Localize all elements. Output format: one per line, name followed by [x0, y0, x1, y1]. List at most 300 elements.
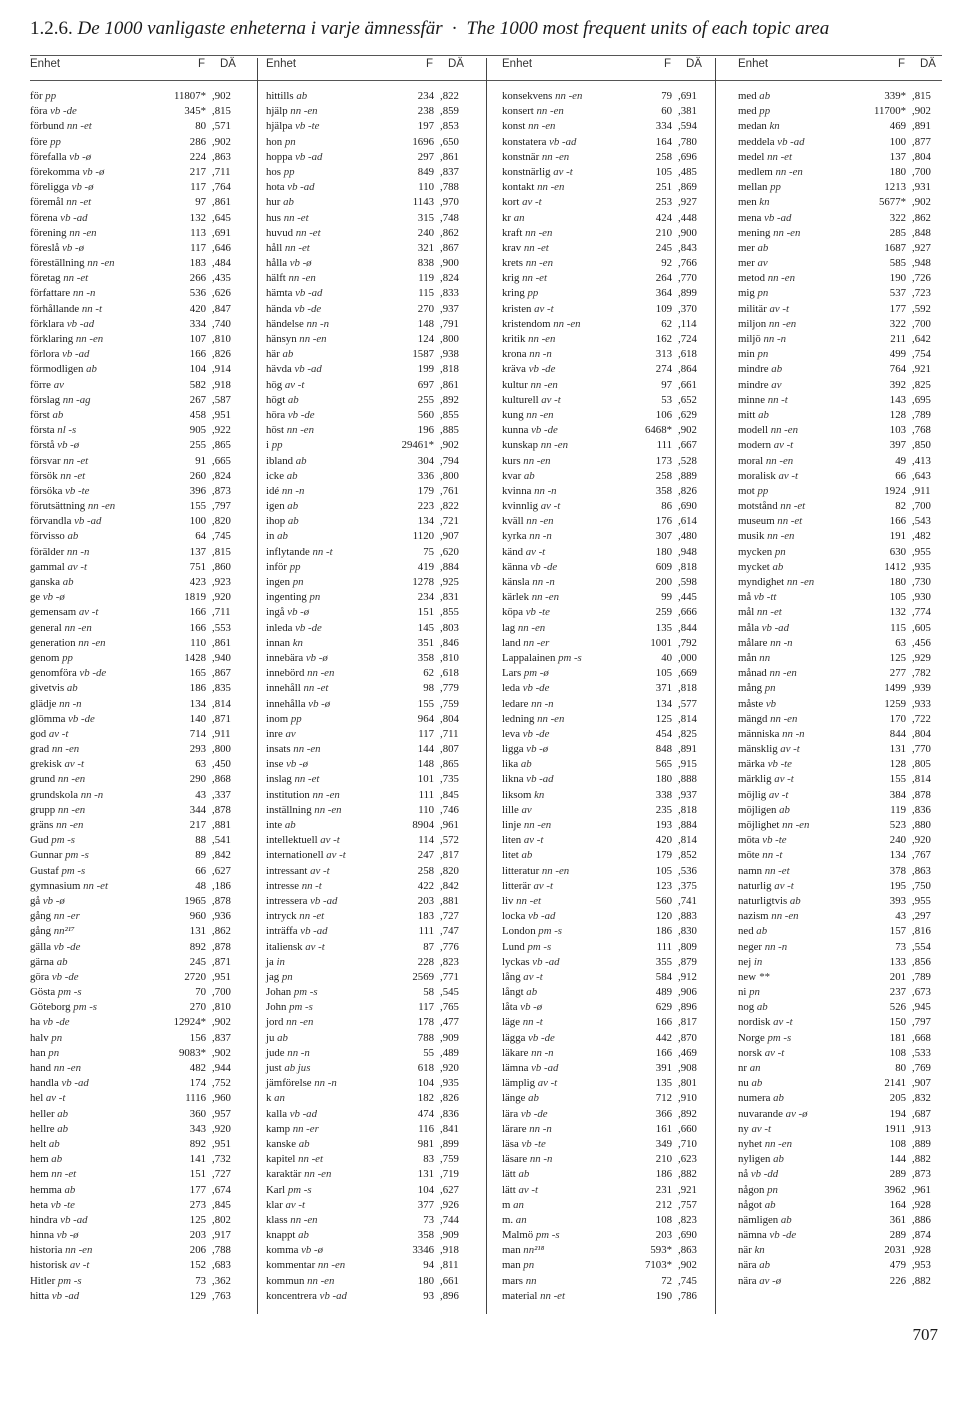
word-class-tag: pm -ø — [523, 667, 549, 680]
table-row — [502, 256, 717, 271]
word-class-tag: nn -n — [770, 636, 793, 649]
frequency-value: 849 — [417, 165, 434, 178]
dispersion-value: ,910 — [678, 1092, 697, 1105]
table-row — [738, 803, 953, 818]
dispersion-value: ,878 — [212, 803, 231, 816]
table-row — [738, 727, 953, 742]
table-row — [30, 864, 245, 879]
unit-entry: läsare nn -n — [502, 1153, 553, 1166]
dispersion-value: ,863 — [678, 1244, 697, 1257]
word-class-tag: pp — [290, 712, 302, 725]
table-row — [502, 848, 717, 863]
dispersion-value: ,902 — [212, 1016, 231, 1029]
table-row — [266, 879, 481, 894]
word-class-tag: nn -en — [75, 333, 104, 345]
word-class-tag: nn — [759, 651, 771, 664]
table-row — [738, 1091, 953, 1106]
frequency-value: 104 — [189, 363, 206, 376]
word-class-tag: av -t — [518, 1183, 538, 1196]
dispersion-value: ,484 — [212, 257, 231, 270]
word-class-tag: ab — [528, 1092, 539, 1105]
header-dispersion: DÄ — [686, 58, 702, 70]
table-row — [738, 651, 953, 666]
table-row — [30, 788, 245, 803]
unit-entry: Lappalainen pm -s — [502, 651, 582, 664]
frequency-value: 536 — [189, 287, 206, 300]
word-class-tag: vb -de — [530, 560, 558, 573]
frequency-value: 201 — [889, 970, 906, 983]
dispersion-value: ,754 — [912, 348, 931, 361]
frequency-value: 247 — [417, 849, 434, 862]
frequency-value: 322 — [889, 211, 906, 224]
word-class-tag: vb -ø — [82, 165, 105, 178]
table-row — [738, 302, 953, 317]
frequency-value: 203 — [655, 1229, 672, 1242]
unit-entry: glömma vb -de — [30, 712, 95, 725]
unit-entry: liten av -t — [502, 834, 544, 847]
frequency-value: 420 — [189, 302, 206, 315]
unit-entry: hem ab — [30, 1153, 63, 1166]
dispersion-value: ,915 — [678, 758, 697, 771]
word-class-tag: pp — [527, 287, 539, 300]
word-class-tag: av -t — [764, 1046, 785, 1059]
unit-entry: först ab — [30, 408, 64, 421]
dispersion-value: ,945 — [912, 1001, 931, 1014]
dispersion-value: ,614 — [678, 515, 697, 528]
frequency-value: 1213 — [884, 181, 906, 194]
dispersion-value: ,448 — [678, 211, 697, 224]
word-class-tag: nn -en — [541, 864, 570, 877]
word-class-tag: av — [757, 257, 768, 270]
dispersion-value: ,724 — [678, 333, 697, 345]
dispersion-value: ,902 — [212, 1046, 231, 1059]
word-class-tag: av -t — [523, 970, 543, 983]
table-row — [30, 575, 245, 590]
table-row — [266, 848, 481, 863]
word-class-tag: ab — [751, 1077, 763, 1090]
dispersion-value: ,880 — [912, 819, 931, 831]
unit-entry: motstånd nn -et — [738, 500, 806, 513]
table-row — [502, 499, 717, 514]
frequency-value: 1587 — [412, 348, 434, 361]
table-row — [502, 742, 717, 757]
frequency-value: 1499 — [884, 682, 906, 695]
word-class-tag: nn -en — [531, 591, 559, 604]
dispersion-value: ,744 — [440, 1213, 459, 1226]
frequency-value: 960 — [189, 910, 206, 923]
frequency-value: 1428 — [184, 651, 206, 664]
unit-entry: kunna vb -de — [502, 424, 558, 437]
word-class-tag: nn -en — [69, 226, 97, 239]
dispersion-value: ,908 — [678, 1062, 697, 1074]
dispersion-value: ,186 — [212, 879, 231, 892]
table-row — [502, 1091, 717, 1106]
table-row — [266, 560, 481, 575]
table-row — [30, 423, 245, 438]
title-separator: · — [451, 18, 458, 39]
unit-entry: kontakt nn -en — [502, 181, 565, 194]
dispersion-value: ,745 — [678, 1274, 697, 1287]
table-row — [30, 1122, 245, 1137]
table-row — [266, 529, 481, 544]
dispersion-value: ,807 — [440, 743, 459, 756]
frequency-value: 117 — [418, 727, 434, 740]
unit-entry: hellre ab — [30, 1122, 69, 1135]
frequency-value: 190 — [655, 1289, 672, 1302]
word-class-tag: nn -en — [767, 272, 795, 285]
dispersion-value: ,822 — [440, 500, 459, 513]
table-row — [738, 1152, 953, 1167]
unit-entry: ledare nn -n — [502, 697, 554, 710]
unit-entry: grad nn -en — [30, 743, 80, 756]
unit-entry: litteratur nn -en — [502, 864, 570, 877]
table-row — [502, 1046, 717, 1061]
table-row — [502, 119, 717, 134]
word-class-tag: pp — [757, 484, 769, 497]
table-row — [738, 955, 953, 970]
frequency-value: 164 — [655, 135, 672, 148]
frequency-value: 110 — [418, 803, 434, 816]
frequency-value: 199 — [417, 363, 434, 376]
word-class-tag: nn -en — [555, 90, 583, 102]
table-row — [502, 104, 717, 119]
dispersion-value: ,605 — [912, 621, 931, 634]
word-class-tag: av -ø — [785, 1107, 808, 1120]
unit-entry: miljö nn -n — [738, 333, 786, 345]
word-class-tag: pp — [289, 560, 301, 573]
dispersion-value: ,833 — [440, 287, 459, 300]
table-row — [30, 362, 245, 377]
table-row — [502, 378, 717, 393]
unit-entry: land nn -er — [502, 636, 550, 649]
frequency-value: 351 — [417, 636, 434, 649]
frequency-value: 148 — [417, 317, 434, 330]
table-row — [266, 970, 481, 985]
unit-entry: mer av — [738, 257, 768, 270]
dispersion-value: ,700 — [212, 986, 231, 999]
frequency-value: 231 — [655, 1183, 672, 1196]
dispersion-value: ,665 — [212, 454, 231, 467]
dispersion-value: ,862 — [912, 211, 931, 224]
unit-entry: möte nn -t — [738, 849, 783, 862]
dispersion-value: ,896 — [678, 1001, 697, 1014]
frequency-value: 240 — [417, 226, 434, 239]
table-row — [502, 1000, 717, 1015]
frequency-value: 156 — [189, 1031, 206, 1044]
table-row — [30, 1289, 245, 1304]
unit-entry: länge ab — [502, 1092, 539, 1105]
word-class-tag: vb -ø — [286, 758, 308, 771]
unit-entry: hus nn -et — [266, 211, 309, 224]
frequency-value: 180 — [889, 165, 906, 178]
unit-entry: in ab — [266, 530, 288, 543]
frequency-value: 2720 — [184, 970, 206, 983]
dispersion-value: ,541 — [212, 834, 231, 847]
header-top-rule — [30, 55, 942, 56]
table-row — [502, 712, 717, 727]
word-class-tag: av -t — [773, 1016, 793, 1029]
word-class-tag: nn -n — [531, 697, 554, 710]
frequency-value: 140 — [189, 712, 206, 725]
frequency-value: 304 — [417, 454, 434, 467]
unit-entry: försök nn -et — [30, 469, 86, 482]
dispersion-value: ,802 — [212, 1213, 231, 1226]
frequency-value: 132 — [189, 211, 206, 224]
dispersion-value: ,920 — [440, 1062, 459, 1074]
table-row — [266, 727, 481, 742]
unit-entry: nej in — [738, 955, 763, 968]
dispersion-value: ,814 — [212, 697, 231, 710]
unit-entry: känd av -t — [502, 545, 546, 558]
unit-entry: gärna ab — [30, 955, 68, 968]
dispersion-value: ,747 — [440, 925, 459, 938]
word-class-tag: vb -ad — [51, 1289, 80, 1302]
table-row — [30, 302, 245, 317]
dispersion-value: ,848 — [912, 226, 931, 239]
word-class-tag: av -t — [523, 834, 544, 847]
unit-entry: föreslå vb -ø — [30, 241, 84, 254]
unit-entry: moralisk av -t — [738, 469, 798, 482]
frequency-value: 1687 — [884, 241, 906, 254]
table-row — [266, 621, 481, 636]
table-row — [266, 575, 481, 590]
frequency-value: 273 — [189, 1198, 206, 1211]
word-class-tag: pn — [764, 682, 776, 695]
unit-entry: grundskola nn -n — [30, 788, 104, 801]
word-class-tag: nn -en — [299, 333, 327, 345]
word-class-tag: nn -et — [764, 864, 790, 877]
frequency-value: 97 — [195, 196, 206, 209]
dispersion-value: ,818 — [440, 363, 459, 376]
table-row — [266, 317, 481, 332]
unit-entry: mänsklig av -t — [738, 743, 800, 756]
dispersion-value: ,856 — [912, 955, 931, 968]
word-class-tag: vb -te — [521, 1137, 546, 1150]
dispersion-value: ,935 — [912, 560, 931, 573]
unit-entry: musik nn -en — [738, 530, 795, 543]
unit-entry: kritik nn -en — [502, 333, 556, 345]
unit-entry: kultur nn -en — [502, 378, 558, 391]
frequency-value: 62 — [661, 317, 672, 330]
dispersion-value: ,413 — [912, 454, 931, 467]
table-row — [30, 393, 245, 408]
dispersion-value: ,930 — [912, 591, 931, 604]
dispersion-value: ,931 — [912, 181, 931, 194]
unit-entry: läsa vb -te — [502, 1137, 546, 1150]
frequency-value: 157 — [889, 925, 906, 938]
frequency-value: 1696 — [412, 135, 434, 148]
unit-entry: ledning nn -en — [502, 712, 565, 725]
frequency-value: 366 — [655, 1107, 672, 1120]
dispersion-value: ,768 — [912, 424, 931, 437]
frequency-value: 48 — [195, 879, 206, 892]
table-row — [738, 742, 953, 757]
word-class-tag: ab — [282, 348, 294, 361]
unit-entry: märklig av -t — [738, 773, 794, 786]
unit-entry: kurs nn -en — [502, 454, 551, 467]
word-class-tag: vb -de — [68, 712, 95, 725]
dispersion-value: ,723 — [912, 287, 931, 300]
dispersion-value: ,000 — [678, 651, 697, 664]
dispersion-value: ,824 — [212, 469, 231, 482]
frequency-value: 179 — [655, 849, 672, 862]
frequency-value: 29461* — [401, 439, 434, 452]
word-class-tag: vb -de — [769, 1229, 797, 1242]
frequency-value: 80 — [195, 120, 206, 133]
frequency-value: 180 — [889, 576, 906, 588]
dispersion-value: ,843 — [678, 241, 697, 254]
frequency-value: 289 — [889, 1229, 906, 1242]
table-row — [266, 909, 481, 924]
word-class-tag: av -t — [78, 606, 99, 619]
frequency-value: 2141 — [884, 1077, 906, 1090]
word-class-tag: av -t — [533, 879, 553, 892]
word-class-tag: nn -n — [532, 576, 555, 588]
unit-entry: minne nn -t — [738, 393, 788, 406]
word-class-tag: ab — [296, 90, 308, 102]
unit-entry: hon pn — [266, 135, 296, 148]
table-row — [502, 590, 717, 605]
dispersion-value: ,850 — [912, 439, 931, 452]
word-class-tag: av -t — [778, 469, 798, 482]
dispersion-value: ,789 — [912, 408, 931, 421]
dispersion-value: ,842 — [212, 849, 231, 862]
frequency-value: 892 — [189, 1137, 206, 1150]
unit-entry: konsert nn -en — [502, 105, 564, 118]
unit-entry: förvandla vb -ad — [30, 515, 102, 528]
unit-entry: målare nn -n — [738, 636, 793, 649]
dispersion-value: ,868 — [212, 773, 231, 786]
dispersion-value: ,863 — [212, 150, 231, 163]
table-row — [30, 119, 245, 134]
dispersion-value: ,750 — [912, 879, 931, 892]
table-row — [266, 940, 481, 955]
dispersion-value: ,917 — [212, 1229, 231, 1242]
unit-entry: givetvis ab — [30, 682, 78, 695]
word-class-tag: av -t — [320, 834, 340, 847]
table-row — [266, 423, 481, 438]
table-row — [738, 499, 953, 514]
dispersion-value: ,683 — [212, 1259, 231, 1272]
table-row — [738, 362, 953, 377]
frequency-value: 584 — [655, 970, 672, 983]
dispersion-value: ,700 — [912, 317, 931, 330]
unit-entry: konstatera vb -ad — [502, 135, 577, 148]
dispersion-value: ,844 — [678, 621, 697, 634]
unit-entry: händelse nn -n — [266, 317, 329, 330]
unit-entry: nordisk av -t — [738, 1016, 793, 1029]
unit-entry: förekomma vb -ø — [30, 165, 105, 178]
word-class-tag: nn -et — [284, 241, 310, 254]
word-class-tag: av -t — [751, 1122, 771, 1135]
word-class-tag: nn -ag — [62, 393, 91, 406]
dispersion-value: ,933 — [912, 697, 931, 710]
header-dispersion: DÄ — [220, 58, 236, 70]
frequency-value: 630 — [889, 545, 906, 558]
dispersion-value: ,889 — [912, 1137, 931, 1150]
table-row — [30, 590, 245, 605]
frequency-value: 104 — [417, 1077, 434, 1090]
dispersion-value: ,815 — [212, 105, 231, 118]
table-row — [738, 271, 953, 286]
table-row — [738, 757, 953, 772]
dispersion-value: ,666 — [678, 606, 697, 619]
frequency-value: 285 — [889, 226, 906, 239]
frequency-value: 364 — [655, 287, 672, 300]
word-class-tag: nn -en — [87, 500, 116, 513]
frequency-value: 355 — [655, 955, 672, 968]
frequency-value: 133 — [889, 955, 906, 968]
frequency-value: 454 — [655, 727, 672, 740]
frequency-value: 344 — [189, 803, 206, 816]
table-row — [502, 408, 717, 423]
dispersion-value: ,759 — [440, 697, 459, 710]
word-class-tag: an — [513, 1198, 524, 1211]
dispersion-value: ,935 — [440, 1077, 459, 1090]
dispersion-value: ,862 — [212, 925, 231, 938]
unit-entry: god av -t — [30, 727, 69, 740]
word-class-tag: pn — [292, 576, 304, 588]
word-class-tag: kn — [754, 1244, 765, 1257]
table-row — [738, 408, 953, 423]
table-row — [738, 484, 953, 499]
word-class-tag: pp — [45, 90, 57, 102]
frequency-value: 609 — [655, 560, 672, 573]
dispersion-value: ,572 — [440, 834, 459, 847]
frequency-value: 125 — [655, 712, 672, 725]
unit-entry: nuvarande av -ø — [738, 1107, 808, 1120]
table-row — [266, 1228, 481, 1243]
table-row — [30, 848, 245, 863]
table-row — [502, 226, 717, 241]
word-class-tag: av -t — [48, 727, 69, 740]
table-row — [30, 681, 245, 696]
frequency-value: 358 — [417, 1229, 434, 1242]
unit-entry: förena vb -ad — [30, 211, 88, 224]
frequency-value: 190 — [889, 272, 906, 285]
unit-entry: hjälp nn -en — [266, 105, 318, 118]
word-class-tag: ab — [771, 363, 783, 376]
frequency-value: 131 — [889, 743, 906, 756]
dispersion-value: ,861 — [440, 150, 459, 163]
table-row — [502, 1061, 717, 1076]
frequency-value: 105 — [655, 864, 672, 877]
table-row — [266, 1000, 481, 1015]
unit-entry: generation nn -en — [30, 636, 106, 649]
word-class-tag: ab — [52, 408, 64, 421]
dispersion-value: ,884 — [440, 560, 459, 573]
word-class-tag: nn²¹⁸ — [523, 1244, 545, 1257]
table-row — [266, 1289, 481, 1304]
dispersion-value: ,370 — [678, 302, 697, 315]
dispersion-value: ,485 — [678, 165, 697, 178]
word-class-tag: av -t — [525, 545, 546, 558]
word-class-tag: vb -ad — [761, 621, 789, 634]
table-row — [266, 818, 481, 833]
word-class-tag: pn — [749, 986, 760, 999]
frequency-value: 499 — [889, 348, 906, 361]
word-class-tag: pm -s — [289, 1001, 313, 1014]
table-row — [738, 211, 953, 226]
frequency-value: 137 — [189, 545, 206, 558]
dispersion-value: ,826 — [212, 348, 231, 361]
table-row — [738, 1183, 953, 1198]
table-row — [502, 757, 717, 772]
table-row — [738, 454, 953, 469]
word-class-tag: pm -s — [527, 940, 552, 953]
frequency-value: 259 — [655, 606, 672, 619]
column-divider — [715, 58, 716, 1314]
